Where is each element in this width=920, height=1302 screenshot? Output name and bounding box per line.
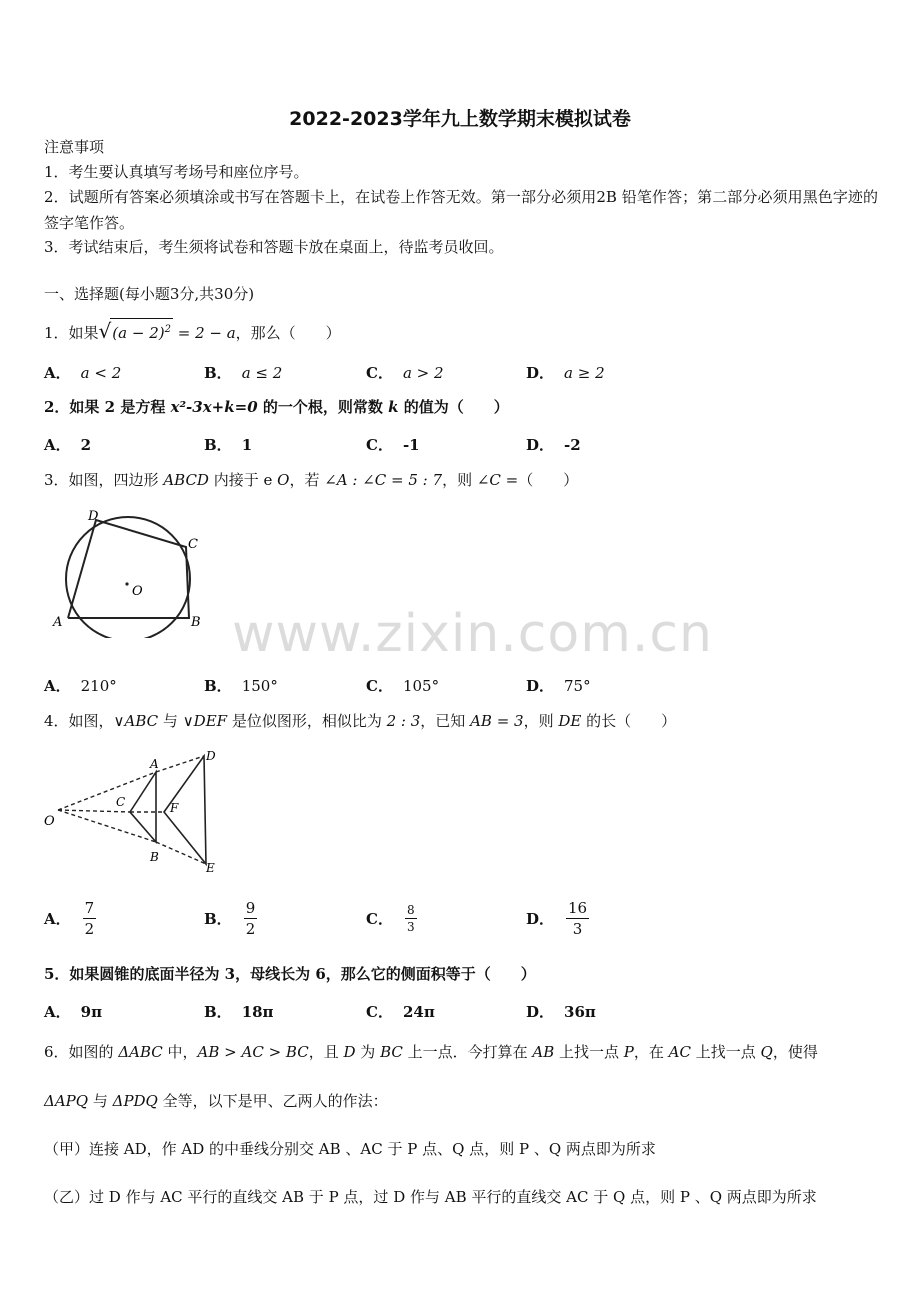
q4-option-c[interactable]: C． $\frac{8}{3}$ — [366, 903, 415, 934]
label-d: D — [206, 749, 216, 763]
q5-option-a[interactable]: A． 9π — [44, 1003, 103, 1021]
label-c: C — [188, 537, 198, 552]
watermark: www.zixin.com.cn — [232, 604, 713, 664]
q3-option-b[interactable]: B． 150° — [204, 677, 278, 695]
q3-option-a[interactable]: A． 210° — [44, 677, 117, 695]
label-e: E — [206, 861, 215, 875]
q1-option-d[interactable]: D． a ≥ 2 — [526, 364, 605, 382]
center-point — [125, 582, 128, 585]
q4-option-d[interactable]: D． $\frac{16}{3}$ — [526, 899, 588, 938]
label-o: O — [132, 584, 143, 599]
question-1: 1．如果$√(a - 2)^2 = 2 - a$，那么（ ） — [44, 319, 341, 343]
question-6-line-1: 6．如图的 ΔABC 中，AB > AC > BC，且 D 为 BC 上一点．今打算在 AB 上找一点 P，在 AC 上找一点 Q，使得 — [44, 1043, 818, 1061]
method-jia: （甲）连接 AD，作 AD 的中垂线分别交 AB 、AC 于 P 点、Q 点，则 P 、Q 两点即为所求 — [44, 1140, 656, 1158]
q4-option-b[interactable]: B． $\frac{9}{2}$ — [204, 899, 256, 938]
circle-o — [66, 517, 190, 638]
question-4: 4．如图，∨ABC 与 ∨DEF 是位似图形，相似比为 2 : 3，已知 AB = 3，则 DE 的长（ ） — [44, 712, 677, 730]
q1-option-a[interactable]: A． a < 2 — [44, 364, 122, 382]
q5-option-c[interactable]: C． 24π — [366, 1003, 435, 1021]
label-d: D — [88, 509, 99, 524]
q3-circle-figure — [48, 504, 218, 638]
label-o: O — [44, 814, 55, 829]
label-b: B — [191, 615, 201, 630]
notice-item-1: 1．考生要认真填写考场号和座位序号。 — [44, 163, 309, 181]
q3-option-d[interactable]: D． 75° — [526, 677, 591, 695]
q4-option-a[interactable]: A． $\frac{7}{2}$ — [44, 899, 95, 938]
method-yi: （乙）过 D 作与 AC 平行的直线交 AB 于 P 点，过 D 作与 AB 平行的直线交 AC 于 Q 点，则 P 、Q 两点即为所求 — [44, 1188, 817, 1206]
section-heading: 一、选择题(每小题3分,共30分) — [44, 285, 255, 303]
notice-item-2: 2．试题所有答案必须填涂或书写在答题卡上，在试卷上作答无效。第一部分必须用2B 铅笔作答；第二部分必须用黑色字迹的签字笔作答。 — [44, 188, 878, 232]
q2-option-b[interactable]: B． 1 — [204, 436, 253, 454]
question-5: 5．如果圆锥的底面半径为 3，母线长为 6，那么它的侧面积等于（ ） — [44, 965, 536, 983]
question-3: 3．如图，四边形 ABCD 内接于 e O，若 ∠A : ∠C = 5 : 7，则 ∠C =（ ） — [44, 471, 579, 489]
q1-option-c[interactable]: C． a > 2 — [366, 364, 444, 382]
notice-heading: 注意事项 — [44, 138, 105, 156]
notice-item-3: 3．考试结束后，考生须将试卷和答题卡放在桌面上，待监考员收回。 — [44, 238, 504, 256]
question-6-line-2: ΔAPQ 与 ΔPDQ 全等，以下是甲、乙两人的作法： — [44, 1092, 388, 1110]
radicand: $(a - 2)^2$ — [110, 318, 173, 344]
question-2: 2．如果 2 是方程 x²-3x+k=0 的一个根，则常数 k 的值为（ ） — [44, 398, 509, 416]
label-f: F — [170, 801, 179, 815]
q1-option-b[interactable]: B． a ≤ 2 — [204, 364, 283, 382]
label-a: A — [150, 757, 159, 771]
label-b: B — [150, 850, 159, 864]
q2-option-a[interactable]: A． 2 — [44, 436, 92, 454]
q3-option-c[interactable]: C． 105° — [366, 677, 440, 695]
q5-option-d[interactable]: D． 36π — [526, 1003, 596, 1021]
label-a: A — [53, 615, 63, 630]
q5-option-b[interactable]: B． 18π — [204, 1003, 274, 1021]
label-c: C — [116, 795, 126, 809]
page-title: 2022-2023学年九上数学期末模拟试卷 — [289, 108, 631, 130]
triangle-abc — [130, 772, 156, 842]
q2-option-d[interactable]: D． -2 — [526, 436, 581, 454]
q2-option-c[interactable]: C． -1 — [366, 436, 420, 454]
q4-similar-triangles-figure — [40, 746, 230, 876]
